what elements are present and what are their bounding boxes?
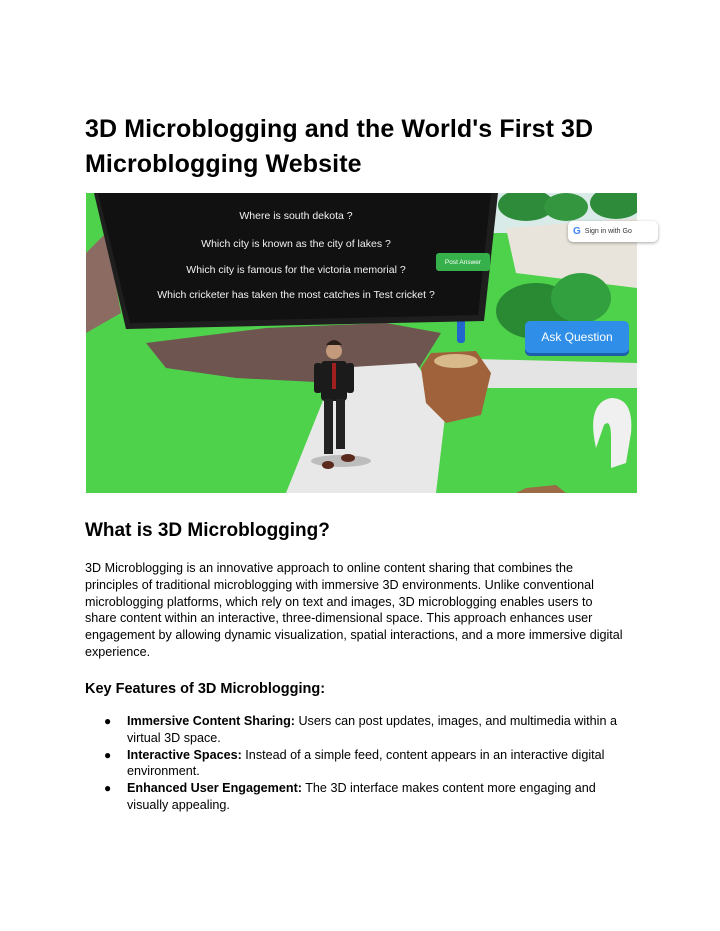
ask-question-button[interactable]: Ask Question <box>525 321 629 353</box>
bullet-icon: ● <box>104 714 112 728</box>
page-title: 3D Microblogging and the World's First 3D Microblogging Website <box>85 115 594 178</box>
bullet-icon: ● <box>104 747 112 762</box>
feature-list <box>85 713 635 814</box>
feature-text: Users can post updates, images, and multimedia within a virtual 3D space. <box>127 714 617 745</box>
google-signin-button[interactable] <box>568 221 658 242</box>
list-item <box>85 780 635 814</box>
section-heading: What is 3D Microblogging? <box>85 520 330 541</box>
feature-name: Enhanced User Engagement: <box>127 781 302 796</box>
post-answer-button[interactable]: Post Answer <box>436 253 490 271</box>
list-item <box>85 747 635 781</box>
feature-text: The 3D interface makes content more engaging and visually appealing. <box>127 781 596 812</box>
board-question: Which cricketer has taken the most catches in Test cricket ? <box>157 289 435 301</box>
signin-label: Sign in with Go <box>584 228 632 235</box>
google-icon: G <box>573 226 581 237</box>
feature-name: Immersive Content Sharing: <box>127 714 295 728</box>
feature-name: Interactive Spaces: <box>127 747 242 762</box>
board-question: Where is south dekota ? <box>239 210 353 222</box>
list-item <box>85 713 635 747</box>
features-heading: Key Features of 3D Microblogging: <box>85 681 326 697</box>
bullet-icon: ● <box>104 781 112 796</box>
board-question: Which city is known as the city of lakes ? <box>201 238 391 250</box>
feature-text: Instead of a simple feed, content appears in an interactive digital environment. <box>127 747 605 779</box>
intro-paragraph: 3D Microblogging is an innovative approach to online content sharing that combines the principles of traditional microblogging with immersive 3D environments. Unlike conventional microblogging platforms, which rely on text and images, 3D microblogging enables users to share content within an interactive, three-dimensional space. This approach enhances user engagement by allowing dynamic visualization, spatial interactions, and a more immersive digital experience. <box>85 561 623 659</box>
board-question: Which city is famous for the victoria memorial ? <box>186 264 406 276</box>
